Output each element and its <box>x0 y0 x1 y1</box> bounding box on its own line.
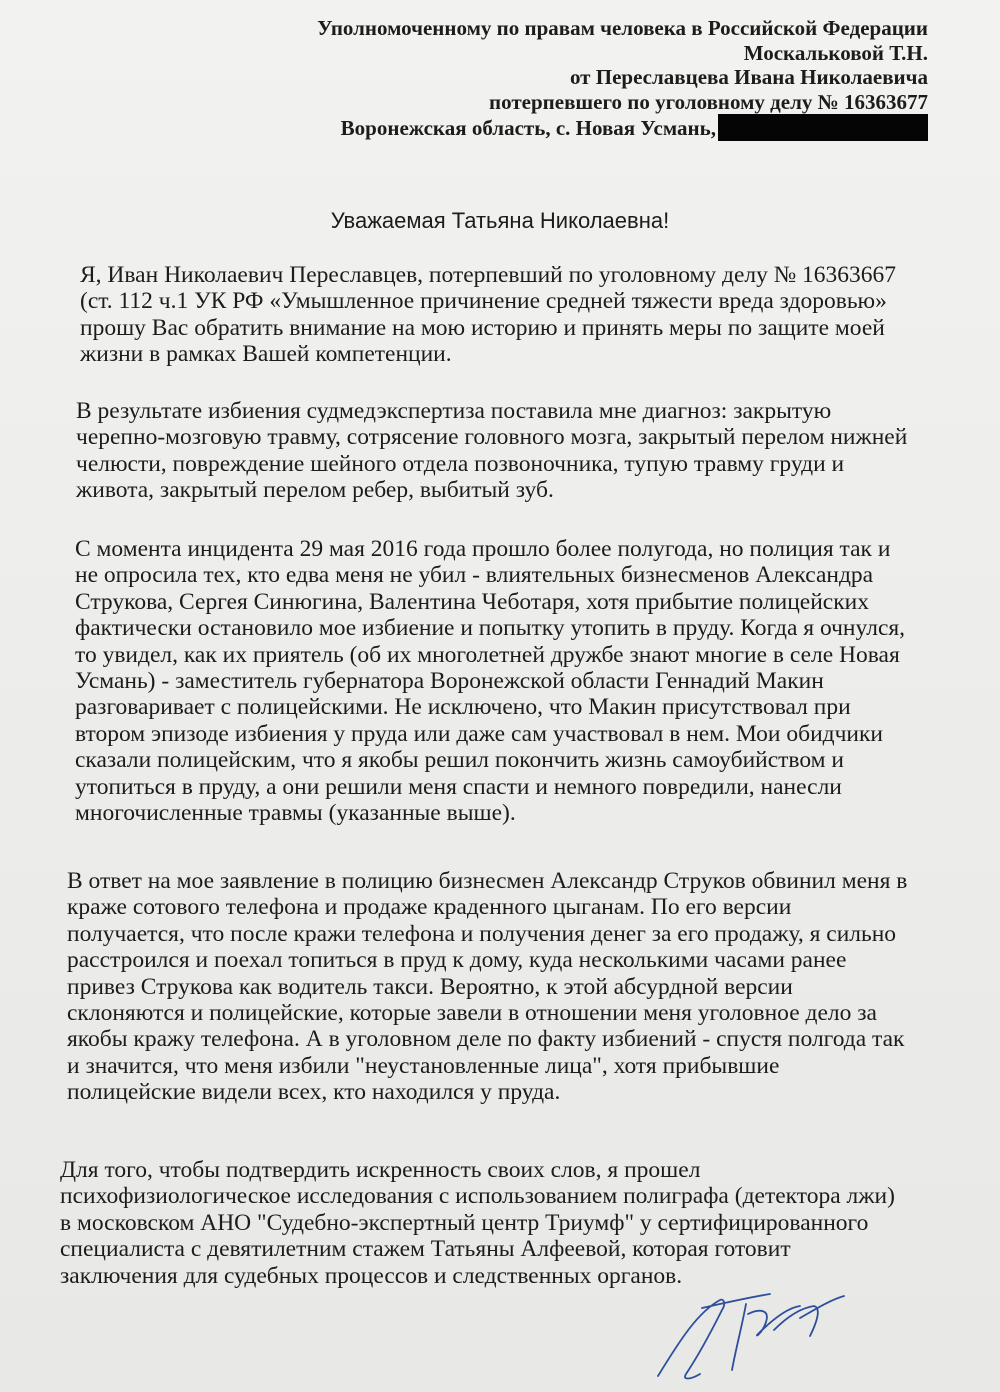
text-line: многочисленные травмы (указанные выше). <box>75 800 516 827</box>
paragraph-4 <box>67 868 932 1106</box>
text-line: В результате избиения судмедэкспертиза поставила мне диагноз: закрытую <box>76 398 832 424</box>
text-line: Струкова, Сергея Синюгина, Валентина Чеботаря, хотя прибытие полицейских <box>75 588 869 615</box>
text-line: (ст. 112 ч.1 УК РФ «Умышленное причинение средней тяжести вреда здоровью» <box>80 288 887 315</box>
text-line: привез Струкова как водитель такси. Вероятно, к этой абсурдной версии <box>67 973 793 1000</box>
text-line: якобы кражу телефона. А в уголовном деле по факту избиений - спустя полгода так <box>67 1026 905 1053</box>
text-line: склоняются и полицейские, которые завели в отношении меня уголовное дело за <box>67 1000 877 1027</box>
redaction-bar <box>718 114 928 141</box>
text-line: жизни в рамках Вашей компетенции. <box>80 341 452 368</box>
paragraph-2 <box>76 398 926 504</box>
header-line-case: потерпевшего по уголовному делу № 16363677 <box>489 89 928 114</box>
text-line: в московском АНО "Судебно-экспертный центр Триумф" у сертифицированного <box>60 1209 869 1236</box>
text-line: полицейские видели всех, кто находился у пруда. <box>67 1079 561 1106</box>
header-address-text: Воронежская область, с. Новая Усмань, <box>340 116 716 140</box>
text-line: разговаривает с полицейскими. Не исключено, что Макин присутствовал при <box>75 694 851 721</box>
text-line: С момента инцидента 29 мая 2016 года прошло более полугода, но полиция так и <box>75 536 891 562</box>
paragraph-3 <box>75 536 930 826</box>
text-line: расстроился и поехал топиться в пруд к дому, куда несколькими часами ранее <box>67 947 847 974</box>
signature-stroke <box>658 1294 844 1379</box>
text-line: челюсти, повреждение шейного отдела позвоночника, тупую травму груди и <box>76 450 845 477</box>
paragraph-1 <box>80 262 925 368</box>
text-line: утопиться в пруду, а они решили меня спасти и немного повредили, нанесли <box>75 773 842 800</box>
header-line-address <box>228 114 928 141</box>
text-line: фактически остановило мое избиение и попытку утопить в пруду. Когда я очнулся, <box>75 615 906 642</box>
text-line: В ответ на мое заявление в полицию бизнесмен Александр Струков обвинил меня в <box>67 868 908 894</box>
addressee-header <box>228 16 928 141</box>
salutation: Уважаемая Татьяна Николаевна! <box>330 208 670 233</box>
text-line: психофизиологическое исследования с использованием полиграфа (детектора лжи) <box>60 1183 895 1210</box>
text-line: и значится, что меня избили "неустановленные лица", хотя прибывшие <box>67 1052 780 1079</box>
header-line-recipient-name: Москальковой Т.Н. <box>743 40 928 65</box>
text-line: краже сотового телефона и продаже краденного цыганам. По его версии <box>67 894 792 921</box>
text-line: Усмань) - заместитель губернатора Воронежской области Геннадий Макин <box>75 668 824 695</box>
text-line: черепно-мозговую травму, сотрясение головного мозга, закрытый перелом нижней <box>76 424 908 451</box>
text-line: живота, закрытый перелом ребер, выбитый зуб. <box>76 477 554 504</box>
text-line: не опросила тех, кто едва меня не убил - влиятельных бизнесменов Александра <box>75 562 874 589</box>
text-line: сказали полицейским, что я якобы решил покончить жизнь самоубийством и <box>75 747 844 774</box>
paragraph-5 <box>60 1157 930 1289</box>
text-line: Я, Иван Николаевич Переславцев, потерпевший по уголовному делу № 16363667 <box>80 262 897 288</box>
text-line: заключения для судебных процессов и следственных органов. <box>60 1262 683 1289</box>
text-line: специалиста с девятилетним стажем Татьяны Алфеевой, которая готовит <box>60 1236 791 1263</box>
text-line: втором эпизоде избиения у пруда или даже сам участвовал в нем. Мои обидчики <box>75 720 883 747</box>
handwritten-signature <box>650 1278 850 1388</box>
header-line-recipient: Уполномоченному по правам человека в Российской Федерации <box>317 16 928 40</box>
text-line: Для того, чтобы подтвердить искренность своих слов, я прошел <box>60 1157 701 1183</box>
text-line: прошу Вас обратить внимание на мою историю и принять меры по защите моей <box>80 314 885 341</box>
text-line: получается, что после кражи телефона и получения денег за его продажу, я сильно <box>67 920 897 947</box>
header-line-sender: от Переславцева Ивана Николаевича <box>569 65 928 89</box>
text-line: то увидел, как их приятель (об их многолетней дружбе знают многие в селе Новая <box>75 641 900 668</box>
